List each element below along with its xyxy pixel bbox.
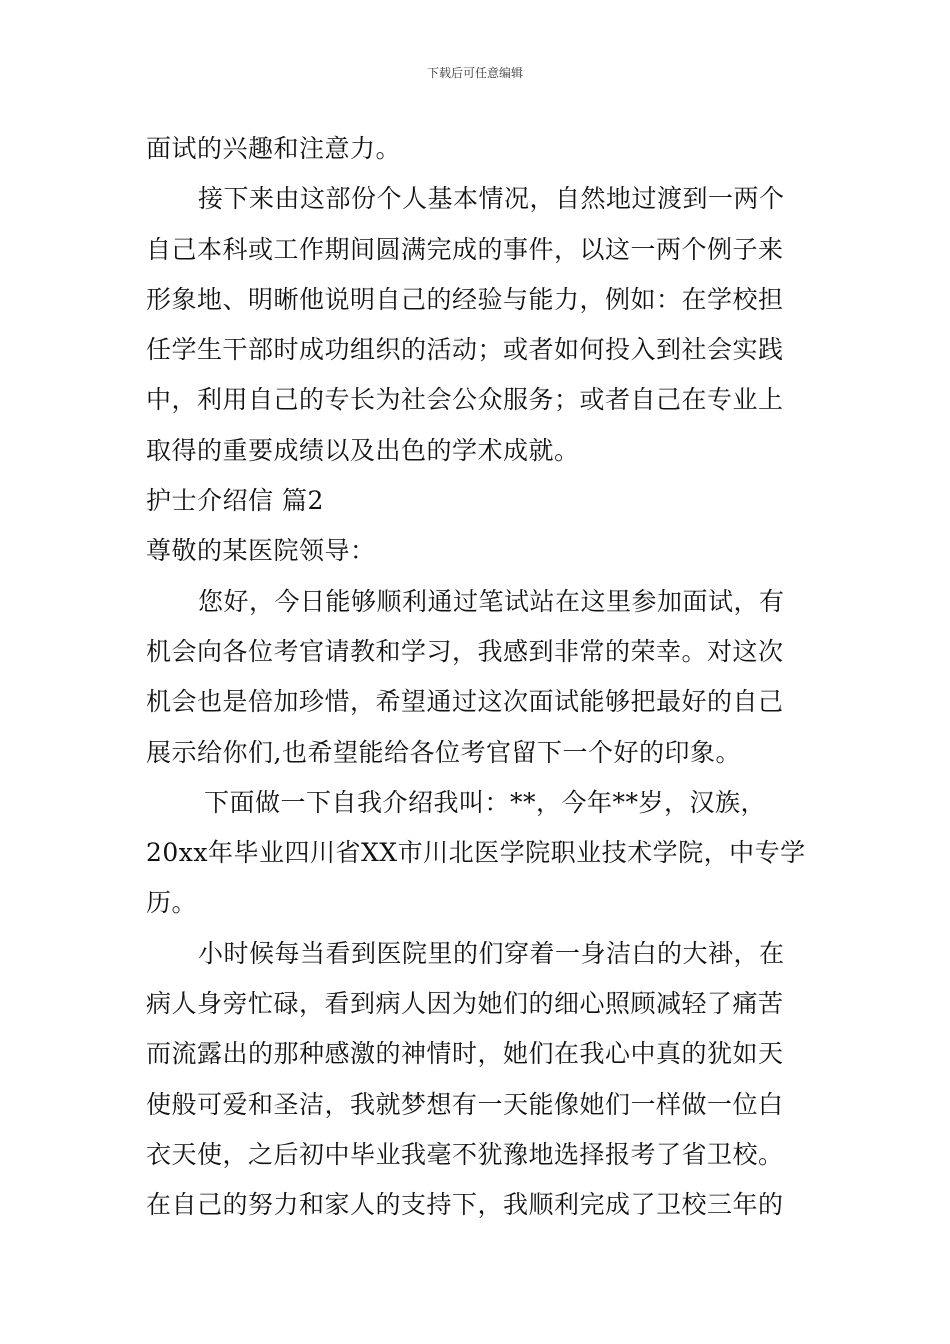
- text-line: 机会向各位考官请教和学习，我感到非常的荣幸。对这次: [146, 636, 784, 666]
- text-line: 小时候每当看到医院里的们穿着一身洁白的大褂，在: [198, 938, 785, 968]
- text-line: 您好，今日能够顺利通过笔试站在这里参加面试，有: [198, 586, 785, 616]
- text-line: 而流露出的那种感激的神情时，她们在我心中真的犹如天: [146, 1039, 784, 1069]
- text-line: 下面做一下自我介绍我叫：**，今年**岁，汉族，: [204, 787, 767, 817]
- text-line: 中，利用自己的专长为社会公众服务；或者自己在专业上: [146, 385, 784, 415]
- text-line: 衣天使，之后初中毕业我毫不犹豫地选择报考了省卫校。: [146, 1139, 784, 1169]
- salutation: 尊敬的某医院领导：: [146, 536, 376, 566]
- text-line: 形象地、明晰他说明自己的经验与能力，例如：在学校担: [146, 284, 784, 314]
- text-line: 20xx年毕业四川省XX市川北医学院职业技术学院，中专学: [146, 838, 806, 868]
- text-line: 使般可爱和圣洁，我就梦想有一天能像她们一样做一位白: [146, 1089, 784, 1119]
- text-line: 在自己的努力和家人的支持下，我顺利完成了卫校三年的: [146, 1190, 784, 1220]
- section-heading: 护士介绍信 篇2: [146, 486, 324, 516]
- text-line: 病人身旁忙碌，看到病人因为她们的细心照顾减轻了痛苦: [146, 989, 784, 1019]
- text-line: 自己本科或工作期间圆满完成的事件，以这一两个例子来: [146, 234, 784, 264]
- text-line: 展示给你们,也希望能给各位考官留下一个好的印象。: [146, 737, 741, 767]
- document-body: [146, 124, 816, 1231]
- text-line: 面试的兴趣和注意力。: [146, 134, 402, 163]
- page-header: 下载后可任意编辑: [426, 66, 523, 80]
- text-line: 任学生干部时成功组织的活动；或者如何投入到社会实践: [146, 335, 784, 365]
- text-line: 取得的重要成绩以及出色的学术成就。: [146, 435, 580, 465]
- text-line: 历。: [146, 888, 198, 918]
- text-line: 机会也是倍加珍惜，希望通过这次面试能够把最好的自己: [146, 687, 784, 717]
- text-line: 接下来由这部份个人基本情况，自然地过渡到一两个: [198, 184, 785, 214]
